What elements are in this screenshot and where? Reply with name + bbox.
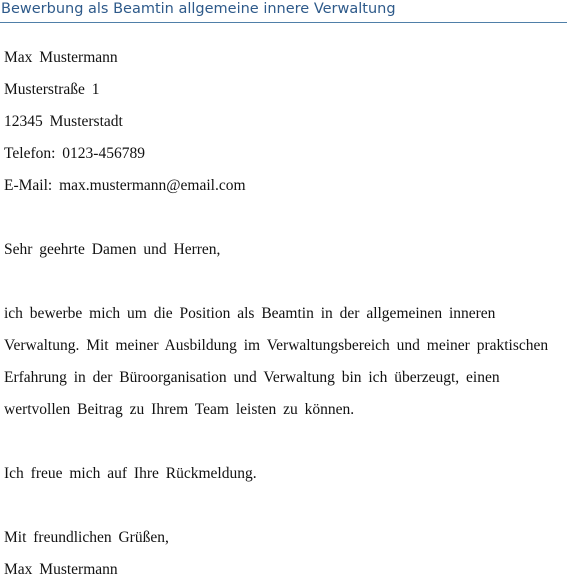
sender-phone: Telefon: 0123-456789 [4,145,145,162]
closing: Mit freundlichen Grüßen, [4,529,169,546]
closing-paragraph: Ich freue mich auf Ihre Rückmeldung. [4,465,257,482]
sender-street: Musterstraße 1 [4,81,100,98]
salutation: Sehr geehrte Damen und Herren, [4,241,221,258]
body-line: ich bewerbe mich um die Position als Beamtin in der allgemeinen inneren [4,305,496,322]
document-title: Bewerbung als Beamtin allgemeine innere Verwaltung [1,1,396,17]
body-line: Verwaltung. Mit meiner Ausbildung im Verwaltungsbereich und meiner praktischen [4,337,549,354]
sender-city: 12345 Musterstadt [4,113,123,130]
body-line: wertvollen Beitrag zu Ihrem Team leisten zu können. [4,401,355,418]
body-line: Erfahrung in der Büroorganisation und Verwaltung bin ich überzeugt, einen [4,369,500,386]
sender-email: E-Mail: max.mustermann@email.com [4,177,246,194]
signature: Max Mustermann [4,561,118,578]
sender-name: Max Mustermann [4,49,118,66]
document-header [0,0,567,23]
